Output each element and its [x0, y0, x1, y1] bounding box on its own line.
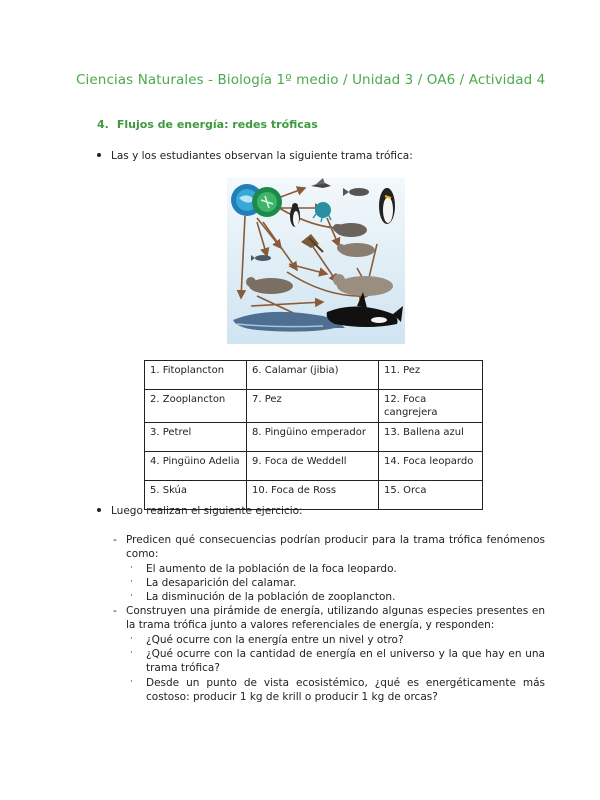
table-cell: 11. Pez — [379, 361, 483, 390]
table-row — [145, 390, 483, 423]
exercise-item-predict: - Predicen qué consecuencias podrían producir para la trama trófica fenómenos como: — [113, 534, 545, 560]
table-row — [145, 452, 483, 481]
table-cell: 9. Foca de Weddell — [247, 452, 379, 481]
table-cell: 13. Ballena azul — [379, 423, 483, 452]
section-title-text: Flujos de energía: redes tróficas — [116, 118, 318, 131]
list-item: · La disminución de la población de zooplancton. — [130, 591, 396, 603]
table-cell: 15. Orca — [379, 481, 483, 510]
list-item: · El aumento de la población de la foca leopardo. — [130, 563, 397, 575]
table-cell: 10. Foca de Ross — [247, 481, 379, 510]
list-item: · ¿Qué ocurre con la cantidad de energía en el universo y la que hay en una trama trófica? — [130, 648, 545, 674]
intro-bullet — [97, 150, 413, 162]
exercise-item-text: Predicen qué consecuencias podrían producir para la trama trófica fenómenos como: — [126, 534, 545, 560]
table-cell: 1. Fitoplancton — [145, 361, 247, 390]
species-table — [144, 360, 483, 510]
header-breadcrumb: Ciencias Naturales - Biología 1º medio / Unidad 3 / OA6 / Actividad 4 — [76, 72, 546, 88]
table-cell: 12. Foca cangrejera — [379, 390, 483, 423]
table-cell: 6. Calamar (jibia) — [247, 361, 379, 390]
list-item: · Desde un punto de vista ecosistémico, ¿qué es energéticamente más costoso: producir 1 kg de krill o producir 1 kg de orcas? — [130, 677, 545, 703]
bullet-icon — [97, 153, 101, 157]
exercise-item-text: Construyen una pirámide de energía, utilizando algunas especies presentes en la trama trófica junto a valores referenciales de energía, y responden: — [126, 605, 545, 631]
food-web-image — [227, 178, 405, 344]
table-cell: 2. Zooplancton — [145, 390, 247, 423]
section-title — [97, 118, 318, 131]
table-row — [145, 361, 483, 390]
section-number: 4. — [97, 118, 109, 131]
table-cell: 14. Foca leopardo — [379, 452, 483, 481]
exercise-lead: Luego realizan el siguiente ejercicio: — [111, 505, 303, 517]
intro-text: Las y los estudiantes observan la siguiente trama trófica: — [111, 150, 413, 162]
exercise-bullet — [97, 505, 303, 517]
table-cell: 4. Pingüino Adelia — [145, 452, 247, 481]
table-cell: 5. Skúa — [145, 481, 247, 510]
table-cell: 7. Pez — [247, 390, 379, 423]
table-cell: 3. Petrel — [145, 423, 247, 452]
exercise-item-pyramid: - Construyen una pirámide de energía, utilizando algunas especies presentes en la trama trófica junto a valores referenciales de energía, y responden: — [113, 605, 545, 631]
bullet-icon — [97, 508, 101, 512]
list-item: · ¿Qué ocurre con la energía entre un nivel y otro? — [130, 634, 404, 646]
list-item: · La desaparición del calamar. — [130, 577, 297, 589]
table-cell: 8. Pingüino emperador — [247, 423, 379, 452]
table-row — [145, 423, 483, 452]
